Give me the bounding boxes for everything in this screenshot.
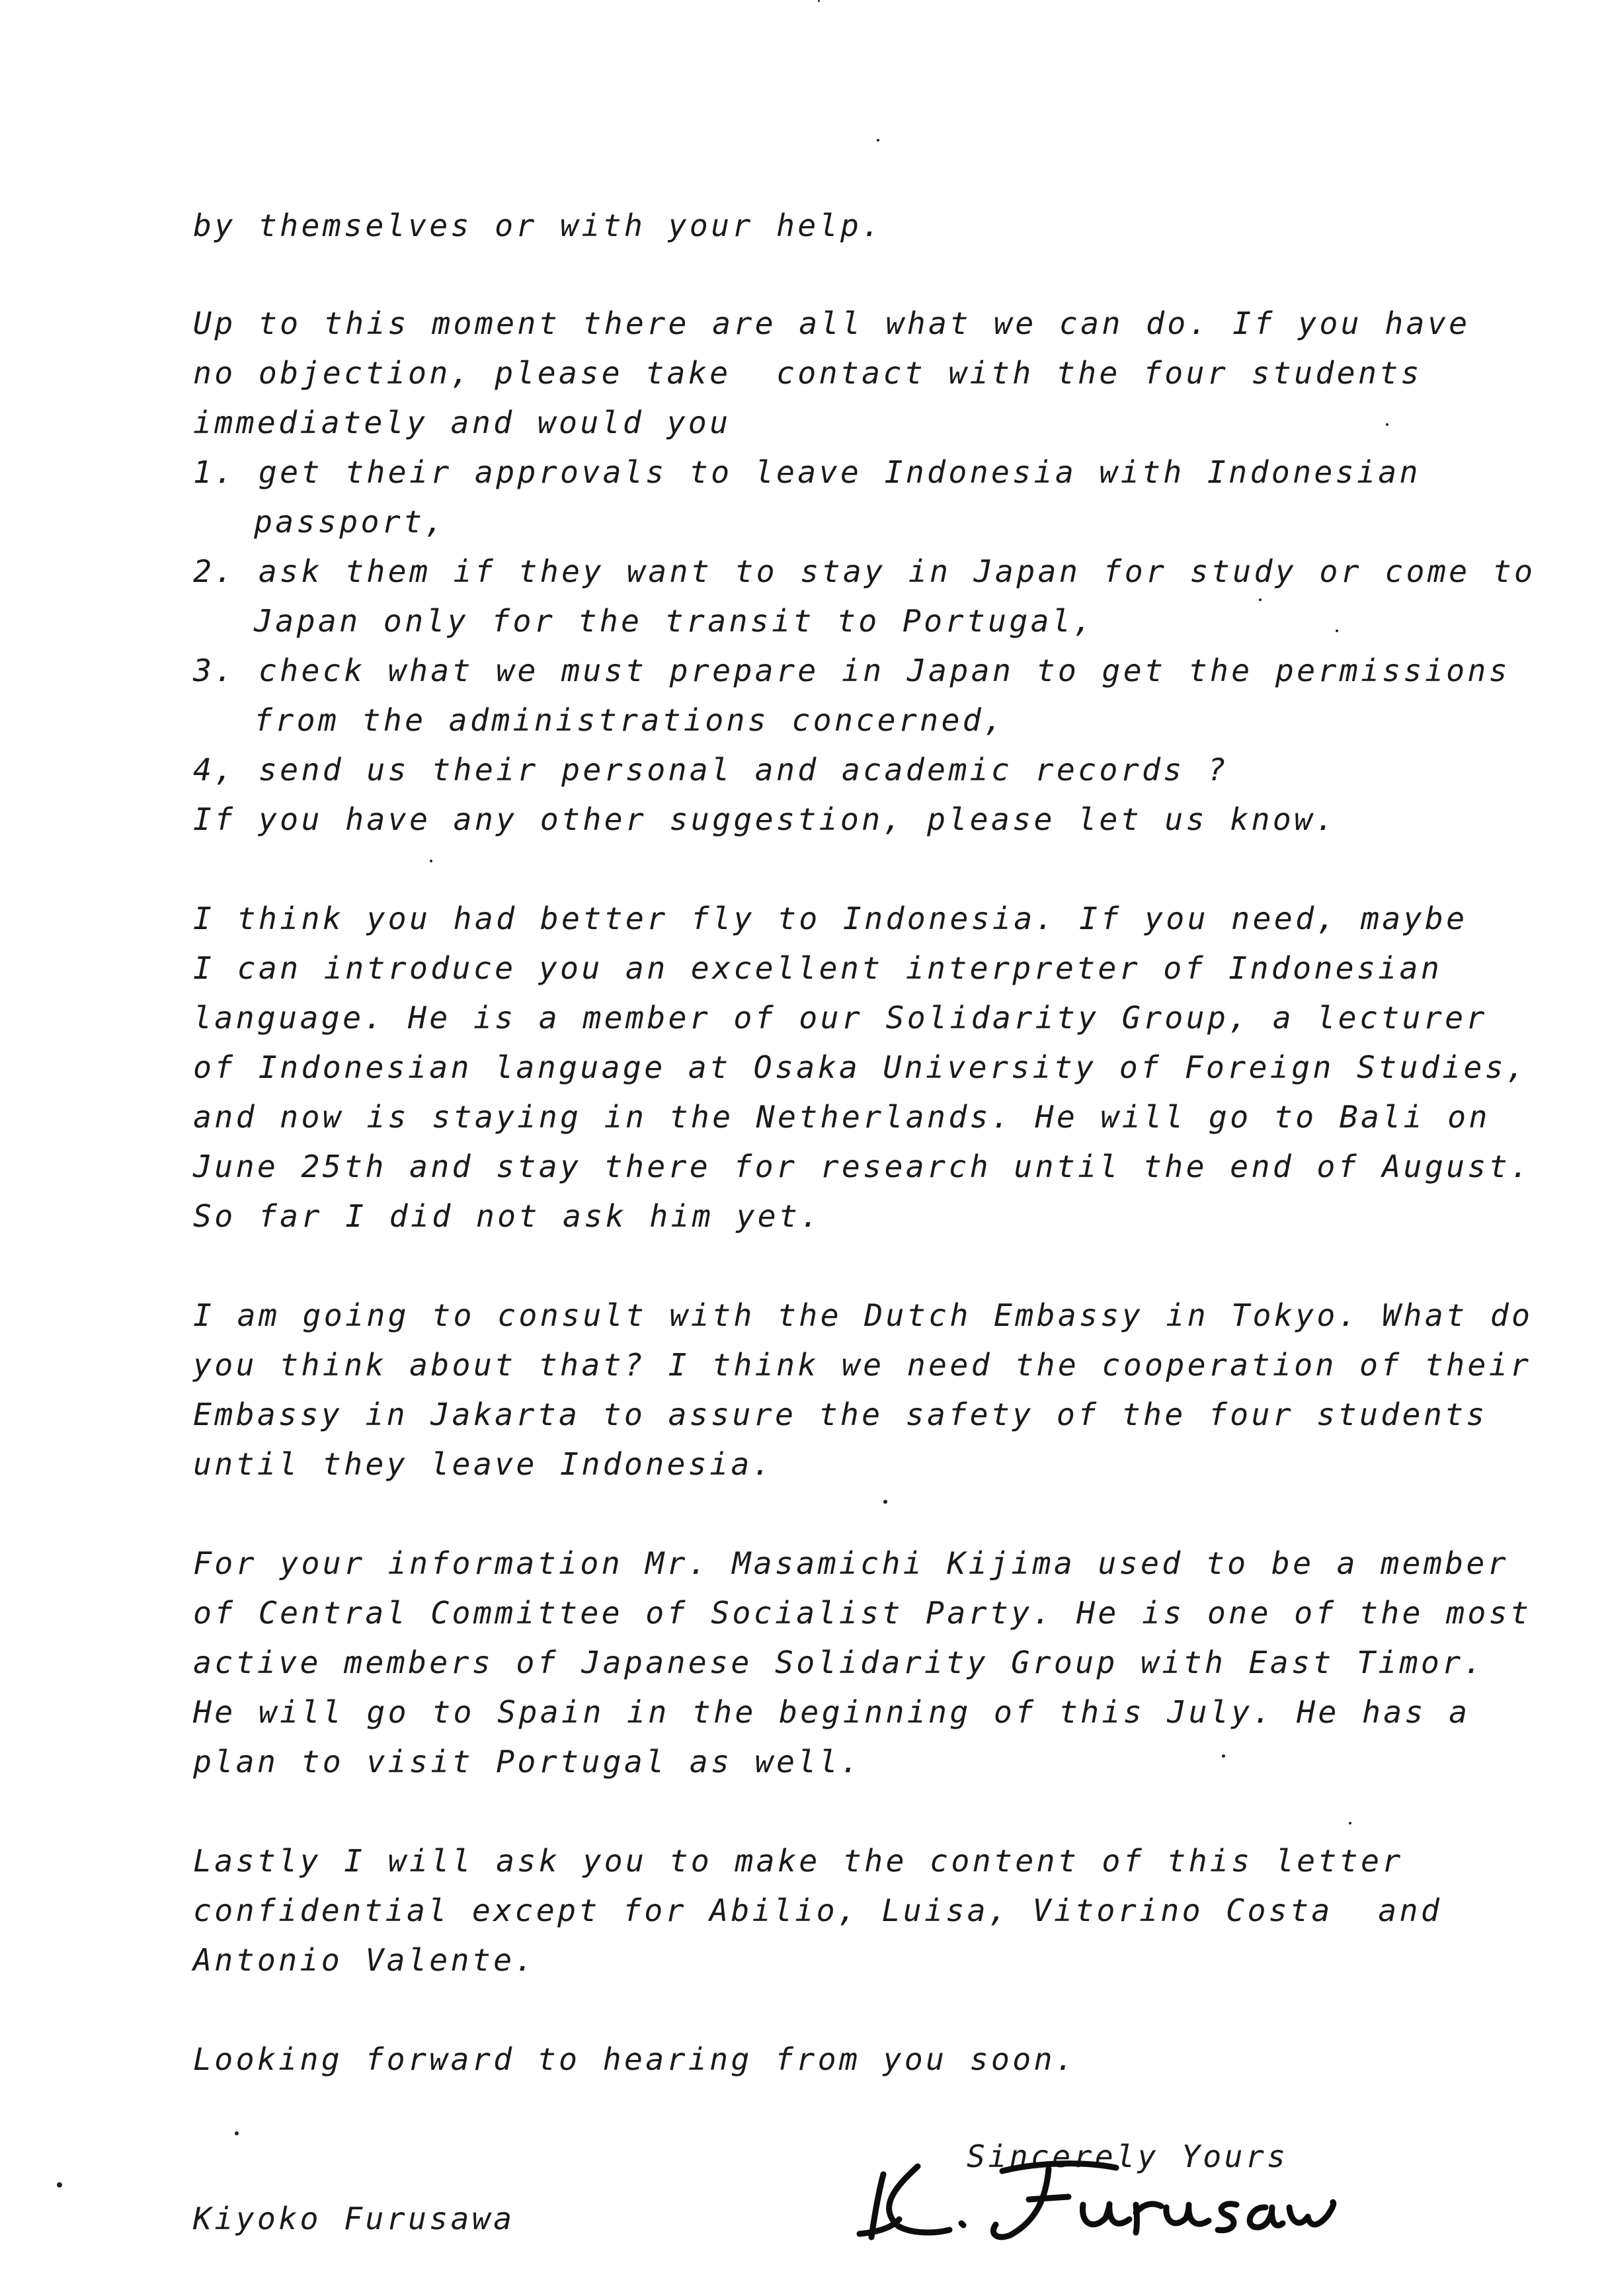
para2-line-4: of Indonesian language at Osaka University of Foreign Studies, xyxy=(193,1049,1528,1085)
typed-name: Kiyoko Furusawa xyxy=(193,2201,515,2236)
para2-line-7: So far I did not ask him yet. xyxy=(193,1198,822,1234)
para2-line-6: June 25th and stay there for research until the end of August. xyxy=(193,1149,1532,1184)
para3-line-1: I am going to consult with the Dutch Embassy in Tokyo. What do xyxy=(193,1297,1533,1333)
para5-line-2: confidential except for Abilio, Luisa, Vitorino Costa and xyxy=(193,1893,1443,1928)
list-item-2-cont: Japan only for the transit to Portugal, xyxy=(254,603,1095,639)
signature-svg xyxy=(838,2141,1341,2240)
para2-line-3: language. He is a member of our Solidarity Group, a lecturer xyxy=(193,1000,1488,1036)
paper-speck xyxy=(57,2182,62,2188)
list-item-4: 4, send us their personal and academic records ? xyxy=(193,752,1229,788)
paper-speck xyxy=(1222,1754,1225,1758)
para4-line-1: For your information Mr. Masamichi Kijima used to be a member xyxy=(193,1545,1509,1581)
handwritten-signature xyxy=(838,2141,1341,2240)
para4-line-4: He will go to Spain in the beginning of this July. He has a xyxy=(193,1694,1470,1730)
para1-line-2: no objection, please take contact with the four students xyxy=(193,355,1422,391)
para1-line-1: Up to this moment there are all what we can do. If you have xyxy=(193,306,1470,341)
paper-speck xyxy=(877,139,879,142)
para2-line-5: and now is staying in the Netherlands. He will go to Bali on xyxy=(193,1099,1490,1135)
paper-speck xyxy=(1259,598,1262,601)
valediction: Sincerely Yours xyxy=(967,2139,1289,2174)
paper-speck xyxy=(1349,1822,1351,1824)
para3-line-4: until they leave Indonesia. xyxy=(193,1446,774,1482)
para2-line-2: I can introduce you an excellent interpreter of Indonesian xyxy=(193,950,1443,986)
closing-line: Looking forward to hearing from you soon. xyxy=(193,2041,1077,2077)
list-item-1: 1. get their approvals to leave Indonesia with Indonesian xyxy=(193,454,1421,490)
list-item-1-cont: passport, xyxy=(254,504,446,540)
para4-line-3: active members of Japanese Solidarity Group with East Timor. xyxy=(193,1645,1485,1680)
paper-speck xyxy=(818,0,820,2)
para3-line-3: Embassy in Jakarta to assure the safety of the four students xyxy=(193,1397,1488,1432)
list-item-3: 3. check what we must prepare in Japan to get the permissions xyxy=(193,653,1511,688)
paper-speck xyxy=(235,2131,239,2135)
paper-speck xyxy=(883,1500,887,1504)
para3-line-2: you think about that? I think we need the cooperation of their xyxy=(193,1347,1532,1383)
para2-line-1: I think you had better fly to Indonesia. If you need, maybe xyxy=(193,901,1468,936)
suggestion-line: If you have any other suggestion, please let us know. xyxy=(193,801,1337,837)
paper-speck xyxy=(430,860,432,862)
para5-line-3: Antonio Valente. xyxy=(193,1942,536,1978)
para5-line-1: Lastly I will ask you to make the content of this letter xyxy=(193,1843,1404,1879)
para4-line-5: plan to visit Portugal as well. xyxy=(193,1744,862,1780)
paper-speck xyxy=(1336,630,1338,632)
list-item-2: 2. ask them if they want to stay in Japan for study or come to xyxy=(193,554,1536,589)
list-item-3-cont: from the administrations concerned, xyxy=(254,702,1006,738)
para1-line-3: immediately and would you xyxy=(193,405,731,440)
paper-speck xyxy=(1386,423,1388,426)
para4-line-2: of Central Committee of Socialist Party. He is one of the most xyxy=(193,1595,1532,1631)
opening-line: by themselves or with your help. xyxy=(193,208,883,243)
